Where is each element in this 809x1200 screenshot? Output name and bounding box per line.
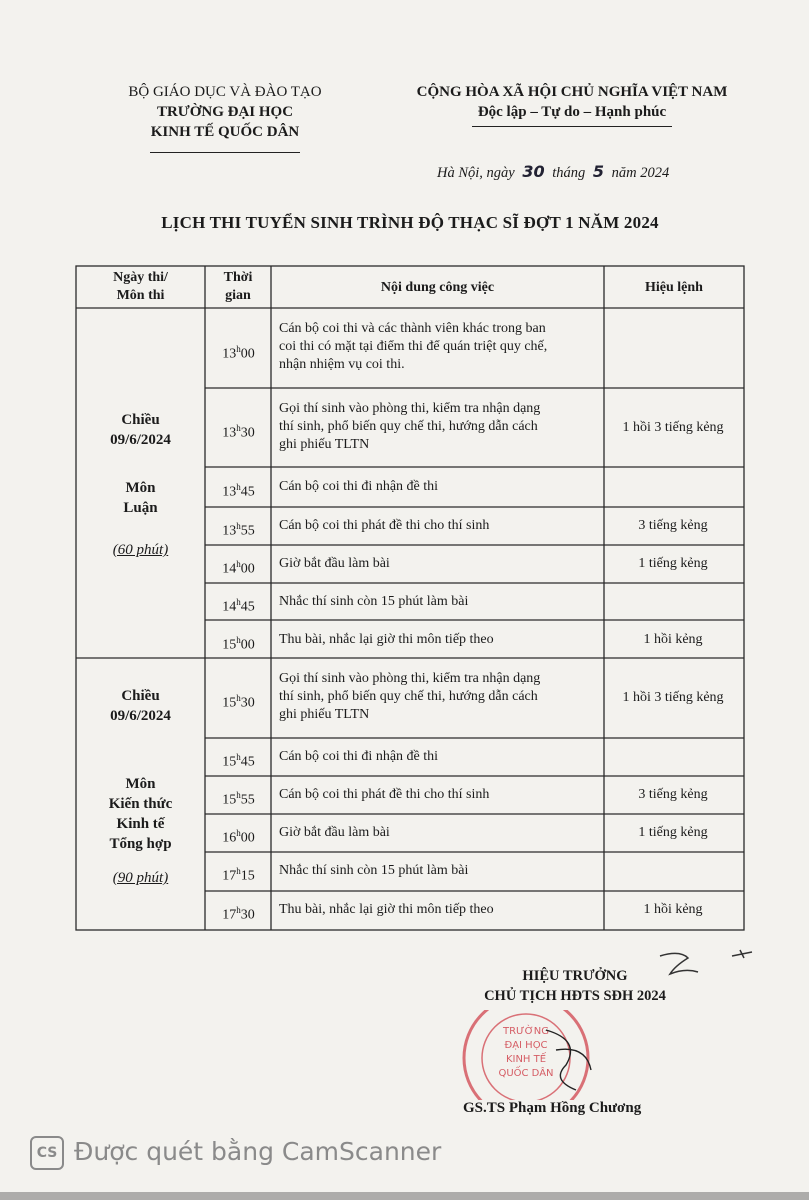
time-cell: 15$^h$00 (222, 635, 255, 653)
header-time-line1: Thời (223, 270, 253, 285)
work-line: Nhắc thí sinh còn 15 phút làm bài (279, 863, 469, 878)
time-cell: 17$^h$30 (222, 905, 255, 923)
work-cell (279, 748, 601, 766)
work-cell (279, 901, 601, 919)
page-edge-shadow (0, 1192, 809, 1200)
header-underline (150, 152, 300, 153)
time-cell: 17$^h$15 (222, 866, 255, 884)
work-line: ghi phiếu TLTN (279, 707, 370, 722)
time-cell: 14$^h$45 (222, 597, 255, 615)
work-cell (279, 862, 601, 880)
scanner-text: Được quét bằng CamScanner (74, 1137, 442, 1166)
work-line: Cán bộ coi thi đi nhận đề thi (279, 479, 439, 494)
signal-cell: 1 tiếng kẻng (638, 825, 708, 840)
signatory-name: GS.TS Phạm Hồng Chương (463, 1100, 642, 1116)
ministry-name: BỘ GIÁO DỤC VÀ ĐÀO TẠO (128, 84, 322, 100)
national-header (372, 82, 772, 127)
date-year: năm 2024 (611, 165, 670, 181)
document-title: LỊCH THI TUYỂN SINH TRÌNH ĐỘ THẠC SĨ ĐỢT 1 NĂM 2024 (161, 213, 659, 232)
session-2-subject-line1: Môn (125, 776, 156, 792)
date-day: 30 (522, 162, 545, 181)
signatory-title-line2: CHỦ TỊCH HĐTS SĐH 2024 (484, 988, 666, 1004)
session-2-subject-line3: Kinh tế (116, 816, 165, 832)
header-exam-day-line2: Môn thi (116, 288, 165, 303)
work-line: coi thi có mặt tại điểm thi để quán triệt quy chế, (279, 339, 548, 354)
school-name-line2: KINH TẾ QUỐC DÂN (150, 124, 300, 140)
motto-underline (472, 126, 672, 127)
nation-name: CỘNG HÒA XÃ HỘI CHỦ NGHĨA VIỆT NAM (416, 84, 728, 100)
header-signal: Hiệu lệnh (645, 280, 703, 295)
work-line: Gọi thí sinh vào phòng thi, kiểm tra nhận dạng (279, 401, 541, 416)
session-2-date: 09/6/2024 (110, 708, 171, 724)
work-line: Cán bộ coi thi đi nhận đề thi (279, 749, 439, 764)
work-line: Cán bộ coi thi và các thành viên khác trong ban (279, 321, 546, 336)
work-line: Giờ bắt đầu làm bài (279, 825, 390, 840)
session-1-subject-line1: Môn (125, 480, 156, 496)
work-line: thí sinh, phổ biến quy chế thi, hướng dẫn cách (279, 689, 538, 704)
session-1-date: 09/6/2024 (110, 432, 171, 448)
initials-mark (640, 948, 760, 988)
work-cell (279, 555, 601, 573)
header-exam-day (78, 269, 203, 305)
session-2-label (79, 686, 202, 888)
signal-cell: 1 hồi 3 tiếng kẻng (622, 420, 724, 435)
session-2-subject-line2: Kiến thức (108, 796, 173, 812)
work-cell (279, 478, 601, 496)
work-line: ghi phiếu TLTN (279, 437, 370, 452)
camscanner-logo-icon: CS (30, 1136, 64, 1170)
time-cell: 16$^h$00 (222, 828, 255, 846)
signal-cell: 1 hồi kẻng (643, 632, 703, 647)
session-1-duration: (60 phút) (112, 542, 169, 558)
work-cell (279, 824, 601, 842)
work-line: thí sinh, phổ biến quy chế thi, hướng dẫn cách (279, 419, 538, 434)
agency-header (80, 82, 370, 153)
time-cell: 15$^h$45 (222, 752, 255, 770)
header-work-content: Nội dung công việc (380, 280, 495, 295)
time-cell: 15$^h$55 (222, 790, 255, 808)
scanner-watermark (30, 1136, 441, 1170)
signal-cell: 3 tiếng kẻng (638, 787, 708, 802)
work-cell (279, 786, 601, 804)
school-name-line1: TRƯỜNG ĐẠI HỌC (156, 104, 294, 120)
date-month: 5 (592, 162, 605, 181)
work-cell (279, 593, 601, 611)
signal-cell: 1 tiếng kẻng (638, 556, 708, 571)
signatory-title-line1: HIỆU TRƯỞNG (522, 968, 628, 984)
seal-text-line1: TRƯỜNG (503, 1026, 549, 1037)
time-cell: 13$^h$45 (222, 482, 255, 500)
work-line: Cán bộ coi thi phát đề thi cho thí sinh (279, 787, 490, 802)
header-time-line2: gian (225, 288, 251, 303)
work-line: Thu bài, nhắc lại giờ thi môn tiếp theo (279, 902, 494, 917)
issue-date (437, 162, 669, 182)
time-cell: 13$^h$30 (222, 423, 255, 441)
seal-text-line4: QUỐC DÂN (498, 1068, 554, 1079)
signal-cell: 1 hồi kẻng (643, 902, 703, 917)
work-cell (279, 670, 601, 724)
work-line: Nhắc thí sinh còn 15 phút làm bài (279, 594, 469, 609)
session-1-label (79, 410, 202, 560)
work-cell (279, 320, 601, 374)
session-2-duration: (90 phút) (112, 870, 169, 886)
session-1-period: Chiều (121, 412, 160, 428)
work-line: Cán bộ coi thi phát đề thi cho thí sinh (279, 518, 490, 533)
time-cell: 15$^h$30 (222, 693, 255, 711)
signal-cell: 1 hồi 3 tiếng kẻng (622, 690, 724, 705)
date-month-label: tháng (552, 165, 586, 181)
work-cell (279, 631, 601, 649)
work-cell (279, 400, 601, 454)
seal-text-line2: ĐẠI HỌC (504, 1040, 548, 1051)
time-cell: 14$^h$00 (222, 559, 255, 577)
work-line: Gọi thí sinh vào phòng thi, kiểm tra nhận dạng (279, 671, 541, 686)
national-motto: Độc lập – Tự do – Hạnh phúc (477, 104, 667, 120)
signal-cell: 3 tiếng kẻng (638, 518, 708, 533)
header-time (207, 269, 269, 305)
work-line: Giờ bắt đầu làm bài (279, 556, 390, 571)
session-2-period: Chiều (121, 688, 160, 704)
header-exam-day-line1: Ngày thi/ (113, 270, 168, 285)
work-cell (279, 517, 601, 535)
seal-text-line3: KINH TẾ (505, 1054, 547, 1065)
time-cell: 13$^h$55 (222, 521, 255, 539)
work-line: Thu bài, nhắc lại giờ thi môn tiếp theo (279, 632, 494, 647)
time-cell: 13$^h$00 (222, 344, 255, 362)
official-seal (456, 1010, 596, 1100)
session-1-subject-line2: Luận (123, 500, 158, 516)
work-line: nhận nhiệm vụ coi thi. (279, 357, 405, 372)
session-2-subject-line4: Tổng hợp (109, 836, 172, 852)
date-prefix: Hà Nội, ngày (437, 165, 515, 181)
